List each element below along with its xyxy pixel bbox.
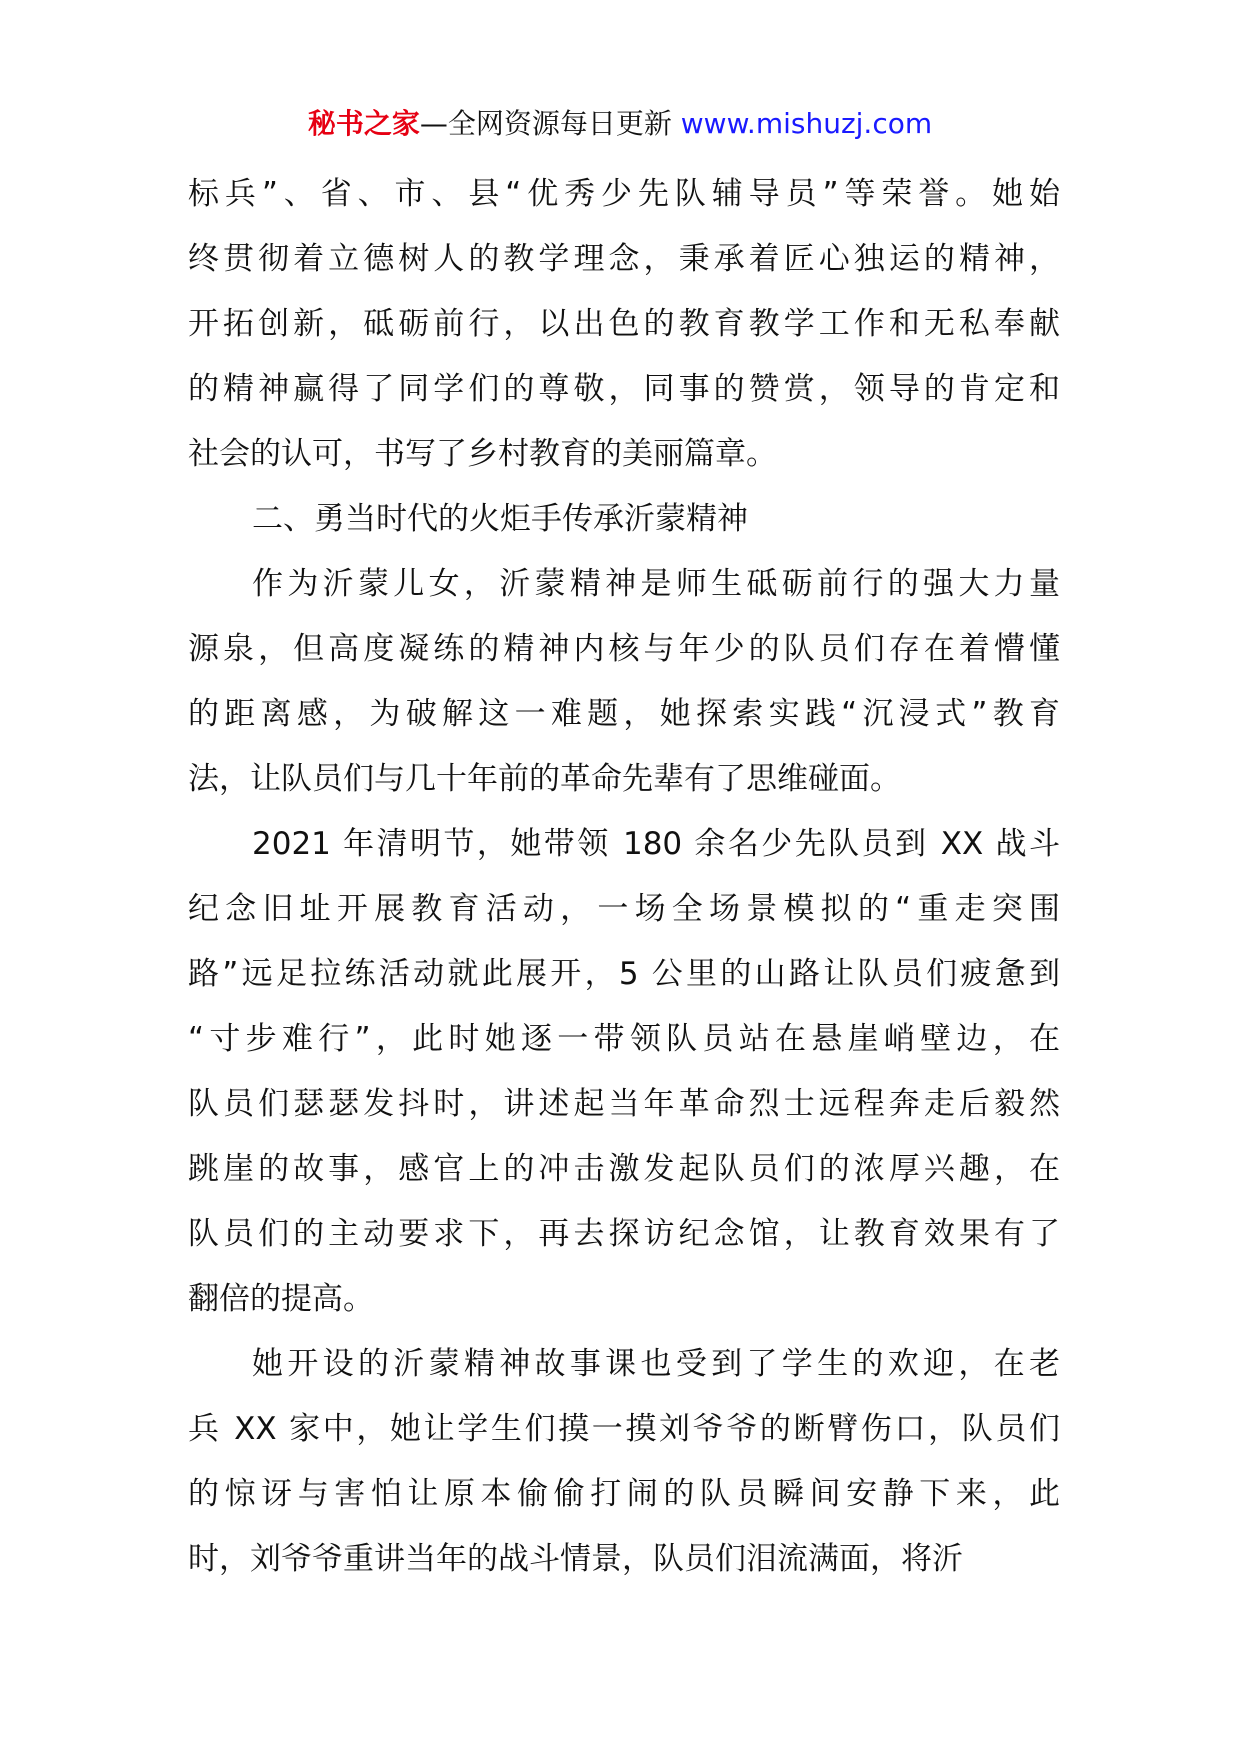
paragraph [188, 1332, 1060, 1592]
text-line: 的距离感，为破解这一难题，她探索实践“沉浸式”教育 [188, 696, 1060, 732]
text-line: 队员们的主动要求下，再去探访纪念馆，让教育效果有了 [188, 1216, 1060, 1252]
text-line: 社会的认可，书写了乡村教育的美丽篇章。 [188, 436, 777, 472]
page-header [0, 104, 1240, 144]
text-line: 的精神赢得了同学们的尊敬，同事的赞赏，领导的肯定和 [188, 371, 1060, 407]
text-line: 二、勇当时代的火炬手传承沂蒙精神 [252, 501, 748, 537]
text-line: 开拓创新，砥砺前行，以出色的教育教学工作和无私奉献 [188, 306, 1060, 342]
text-line: 翻倍的提高。 [188, 1281, 374, 1317]
text-line: 源泉，但高度凝练的精神内核与年少的队员们存在着懵懂 [188, 631, 1060, 667]
text-line: 路”远足拉练活动就此展开，5 公里的山路让队员们疲惫到 [188, 956, 1060, 992]
text-line: 她开设的沂蒙精神故事课也受到了学生的欢迎，在老 [252, 1346, 1060, 1382]
paragraph [188, 487, 1060, 552]
site-url-link[interactable]: www.mishuzj.com [680, 107, 933, 140]
paragraph [188, 552, 1060, 812]
brand-name: 秘书之家 [307, 107, 420, 140]
text-line: 纪念旧址开展教育活动，一场全场景模拟的“重走突围 [188, 891, 1060, 927]
text-line: 的惊讶与害怕让原本偷偷打闹的队员瞬间安静下来，此 [188, 1476, 1060, 1512]
text-line: 标兵”、省、市、县“优秀少先队辅导员”等荣誉。她始 [188, 176, 1060, 212]
text-line: 作为沂蒙儿女，沂蒙精神是师生砥砺前行的强大力量 [252, 566, 1060, 602]
text-line: 跳崖的故事，感官上的冲击激发起队员们的浓厚兴趣，在 [188, 1151, 1060, 1187]
text-line: 法，让队员们与几十年前的革命先辈有了思维碰面。 [188, 761, 901, 797]
text-line: 2021 年清明节，她带领 180 余名少先队员到 XX 战斗 [252, 826, 1060, 862]
document-body [188, 162, 1060, 1592]
text-line: 兵 XX 家中，她让学生们摸一摸刘爷爷的断臂伤口，队员们 [188, 1411, 1060, 1447]
text-line: 时，刘爷爷重讲当年的战斗情景，队员们泪流满面，将沂 [188, 1541, 963, 1577]
header-tagline: —全网资源每日更新 [419, 107, 681, 140]
text-line: 终贯彻着立德树人的教学理念，秉承着匠心独运的精神， [188, 241, 1060, 277]
text-line: 队员们瑟瑟发抖时，讲述起当年革命烈士远程奔走后毅然 [188, 1086, 1060, 1122]
paragraph [188, 812, 1060, 1332]
paragraph [188, 162, 1060, 487]
text-line: “寸步难行”，此时她逐一带领队员站在悬崖峭壁边，在 [188, 1021, 1060, 1057]
